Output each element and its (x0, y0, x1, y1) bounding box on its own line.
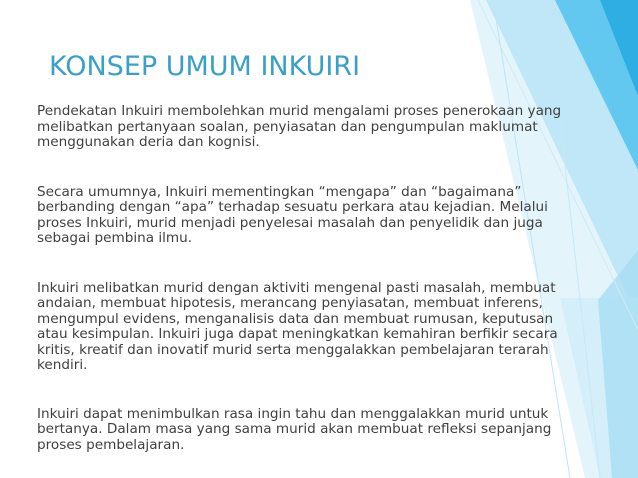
text-line: menggunakan deria dan kognisi. (37, 134, 260, 150)
paragraph-3 (37, 281, 597, 374)
text-line: Pendekatan Inkuiri membolehkan murid mengalami proses penerokaan yang (37, 103, 562, 119)
text-line: sebagai pembina ilmu. (37, 230, 193, 246)
text-line: Inkuiri melibatkan murid dengan aktiviti mengenal pasti masalah, membuat (37, 279, 556, 296)
text-line: Inkuiri dapat menimbulkan rasa ingin tahu dan menggalakkan murid untuk (37, 405, 549, 422)
text-line: bertanya. Dalam masa yang sama murid akan membuat refleksi sepanjang (37, 421, 552, 437)
paragraph-4 (37, 407, 597, 454)
text-line: kritis, kreatif dan inovatif murid serta menggalakkan pembelajaran terarah (37, 341, 549, 358)
text-line: berbanding dengan “apa” terhadap sesuatu perkara atau kejadian. Melalui (37, 199, 548, 215)
slide-body (37, 104, 597, 453)
text-line: melibatkan pertanyaan soalan, penyiasatan dan pengumpulan maklumat (37, 118, 538, 135)
text-line: Secara umumnya, Inkuiri mementingkan “mengapa” dan “bagaimana” (37, 183, 522, 200)
text-line: proses Inkuiri, murid menjadi penyelesai masalah dan penyelidik dan juga (37, 214, 543, 231)
text-line: atau kesimpulan. Inkuiri juga dapat meningkatkan kemahiran berfikir secara (37, 326, 558, 342)
text-line: mengumpul evidens, menganalisis data dan membuat rumusan, keputusan (37, 310, 554, 327)
text-line: andaian, membuat hipotesis, merancang penyiasatan, membuat inferens, (37, 295, 543, 311)
text-line: proses pembelajaran. (37, 436, 185, 453)
slide-title: KONSEP UMUM INKUIRI (49, 51, 361, 82)
paragraph-2 (37, 185, 597, 247)
paragraph-1 (37, 104, 597, 151)
text-line: kendiri. (37, 357, 88, 373)
